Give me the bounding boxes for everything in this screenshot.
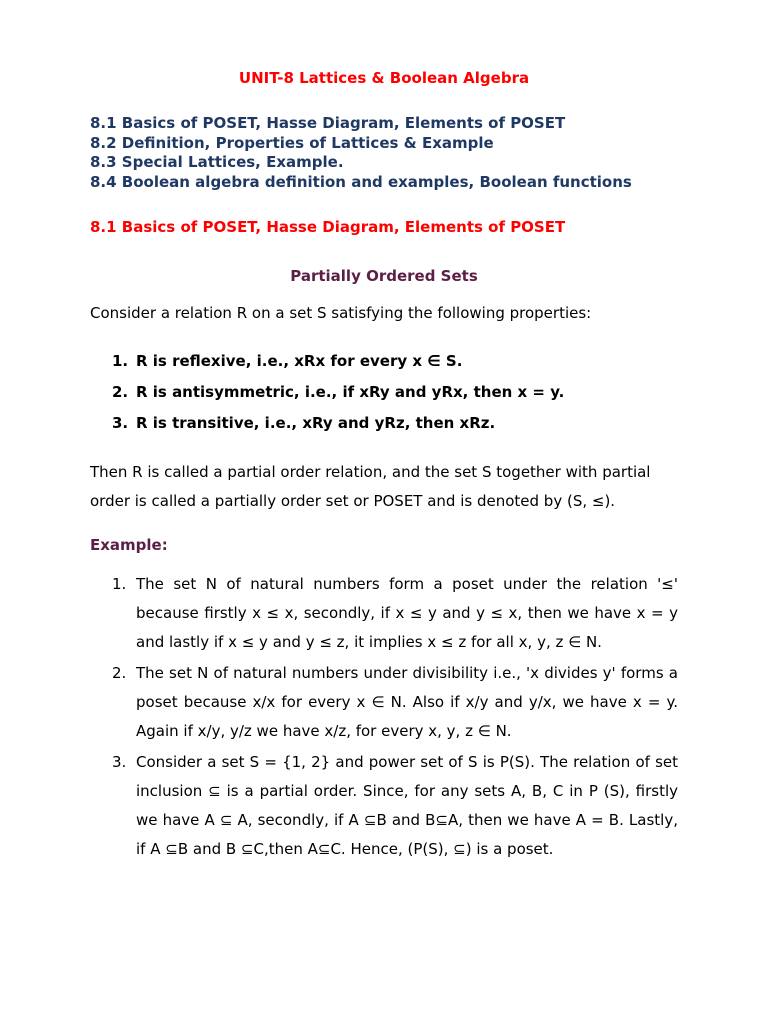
list-item [112, 570, 678, 657]
subsection-heading: Partially Ordered Sets [290, 267, 478, 285]
list-item [112, 412, 564, 443]
list-text: R is reflexive, i.e., xRx for every x ∈ S. [136, 352, 463, 370]
toc-item: 8.3 Special Lattices, Example. [90, 153, 344, 171]
list-number: 2. [112, 383, 129, 401]
examples-list [112, 570, 678, 866]
example-heading: Example: [90, 536, 168, 554]
list-number: 3. [112, 414, 129, 432]
toc-item: 8.4 Boolean algebra definition and examples, Boolean functions [90, 173, 632, 191]
intro-paragraph: Consider a relation R on a set S satisfying the following properties: [90, 304, 592, 322]
section-heading: 8.1 Basics of POSET, Hasse Diagram, Elements of POSET [90, 218, 566, 236]
list-text: The set N of natural numbers form a poset under the relation '≤' because firstly x ≤ x, secondly, if x ≤ y and y ≤ x, then we have x = y and lastly if x ≤ y and y ≤ z, it implies x ≤ z for all x, y, z ∈ N. [136, 575, 678, 651]
unit-title: UNIT-8 Lattices & Boolean Algebra [238, 69, 530, 87]
list-text: Consider a set S = {1, 2} and power set of S is P(S). The relation of set inclusion ⊆ is a partial order. Since, for any sets A, B, C in P (S), firstly we have A ⊆ A, secondly, if A ⊆B and B⊆A, then we have A = B. Lastly, if A ⊆B and B ⊆C,then A⊆C. Hence, (P(S), ⊆) is a poset. [136, 753, 678, 858]
list-text: R is transitive, i.e., xRy and yRz, then xRz. [136, 414, 496, 432]
list-number: 1. [112, 352, 129, 370]
toc-item: 8.2 Definition, Properties of Lattices & Example [90, 134, 494, 152]
list-item [112, 350, 564, 381]
list-item [112, 659, 678, 746]
table-of-contents [90, 113, 632, 192]
list-number: 3. [112, 753, 127, 771]
properties-list [112, 350, 564, 443]
list-item [112, 748, 678, 864]
list-text: R is antisymmetric, i.e., if xRy and yRx, then x = y. [136, 383, 565, 401]
list-text: The set N of natural numbers under divisibility i.e., 'x divides y' forms a poset because x/x for every x ∈ N. Also if x/y and y/x, we have x = y. Again if x/y, y/z we have x/z, for every x, y, z ∈ N. [136, 664, 678, 740]
toc-item: 8.1 Basics of POSET, Hasse Diagram, Elements of POSET [90, 114, 566, 132]
definition-paragraph: Then R is called a partial order relation, and the set S together with partial order is called a partially order set or POSET and is denoted by (S, ≤). [90, 463, 651, 510]
list-item [112, 381, 564, 412]
list-number: 1. [112, 575, 127, 593]
list-number: 2. [112, 664, 127, 682]
